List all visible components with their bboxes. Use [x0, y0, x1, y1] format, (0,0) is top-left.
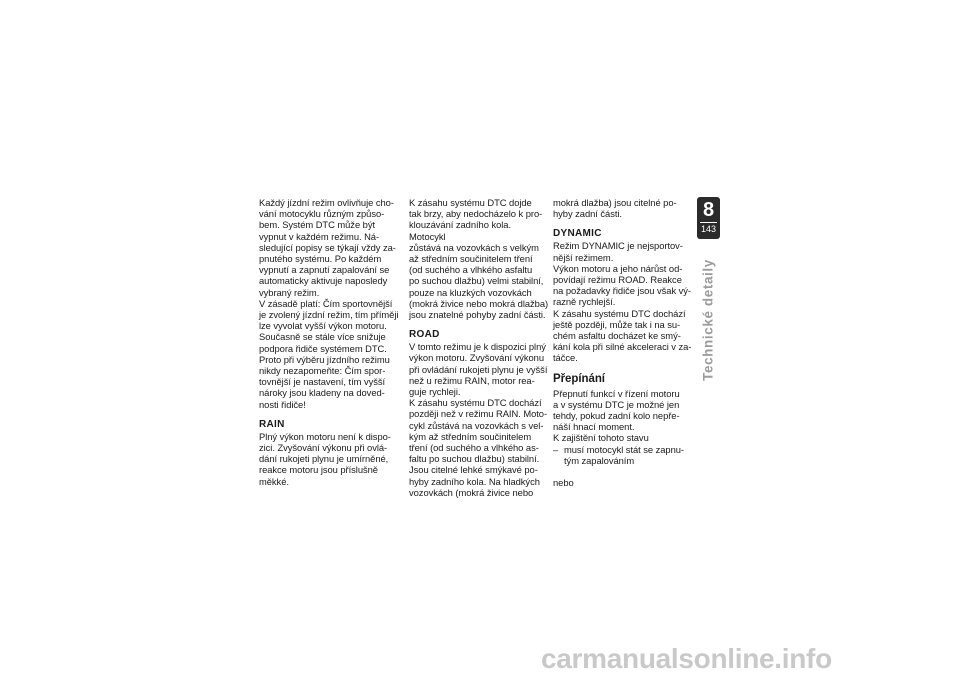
tab-divider	[700, 222, 717, 223]
road-paragraph-1: V tomto režimu je k dispozici plný výkon motoru. Zvyšování výkonu při ovládání rukojeti plynu je vyšší než u režimu RAIN, motor rea- guje rychleji.	[409, 341, 548, 398]
dynamic-heading: DYNAMIC	[553, 228, 602, 240]
principle-paragraph: V zásadě platí: Čím sportovnější je zvolený jízdní režim, tím příměji lze vyvolat vyšší výkon motoru. Současně se stále více snižuje podpora řidiče systémem DTC. Proto při výběru jízdního režimu nikdy nezapomeňte: Čím spor- tovnější je nastavení, tím vyšší nároky jsou kladeny na doved- nosti řidiče!	[259, 297, 399, 410]
text-column-1	[259, 197, 399, 487]
switching-heading: Přepínání	[553, 372, 605, 385]
text-column-2	[409, 197, 549, 498]
road-continuation: mokrá dlažba) jsou citelné po- hyby zadní části.	[553, 197, 677, 220]
chapter-tab	[697, 197, 720, 239]
watermark: carmanualsonline.info	[541, 643, 832, 674]
dynamic-paragraph-1: Režim DYNAMIC je nejsportov- nější režimem.	[553, 240, 683, 263]
or-text: nebo	[553, 477, 574, 489]
dash-bullet: –	[553, 443, 559, 455]
rain-dtc-paragraph: K zásahu systému DTC dojde tak brzy, aby nedocházelo k pro- klouzávání zadního kola. Motocykl zůstává na vozovkách s velkým až středním součinitelem tření (od suchého a vlhkého asfaltu po suchou dlažbu) velmi stabilní, pouze na kluzkých vozovkách (mokrá živice nebo mokrá dlažba) jsou znatelné pohyby zadní části.	[409, 197, 549, 321]
intro-paragraph: Každý jízdní režim ovlivňuje cho- vání motocyklu různým způso- bem. Systém DTC může být vypnut v každém režimu. Ná- sledující popisy se týkají vždy za- pnutého systému. Po každém vypnutí a zapnutí zapalování se automaticky aktivuje naposledy vybraný režim.	[259, 197, 396, 298]
dynamic-paragraph-2: Výkon motoru a jeho nárůst od- povídají režimu ROAD. Reakce na požadavky řidiče jsou však vý- razně rychlejší.	[553, 262, 691, 308]
rain-paragraph: Plný výkon motoru není k dispo- zici. Zvyšování výkonu při ovlá- dání rukojeti plynu je umírněné, reakce motoru jsou příslušně měkké.	[259, 430, 391, 487]
road-heading: ROAD	[409, 329, 440, 341]
dynamic-paragraph-3: K zásahu systému DTC dochází ještě později, může tak i na su- chém asfaltu docházet ke smý- kání kola při silné akceleraci v za- táčce.	[553, 307, 692, 364]
chapter-number: 8	[702, 199, 715, 221]
condition-intro: K zajištění tohoto stavu	[553, 432, 649, 444]
page-number: 143	[700, 224, 717, 234]
condition-list-item: – musí motocykl stát se zapnu- tým zapalováním	[553, 443, 684, 466]
text-column-3	[553, 197, 693, 488]
rain-heading: RAIN	[259, 418, 285, 430]
chapter-side-title: Technické detaily	[700, 259, 716, 381]
road-paragraph-2: K zásahu systému DTC dochází později než v režimu RAIN. Moto- cykl zůstává na vozovkách s vel- kým až středním součinitelem tření (od suchého a vlhkého as- faltu po suchou dlažbu) stabilní. Jsou citelné lehké smýkavé po- hyby zadního kola. Na hladkých vozovkách (mokrá živice nebo	[409, 397, 548, 498]
switching-paragraph: Přepnutí funkcí v řízení motoru a v systému DTC je možné jen tehdy, pokud zadní kolo nepře- náší hnací moment.	[553, 387, 680, 433]
